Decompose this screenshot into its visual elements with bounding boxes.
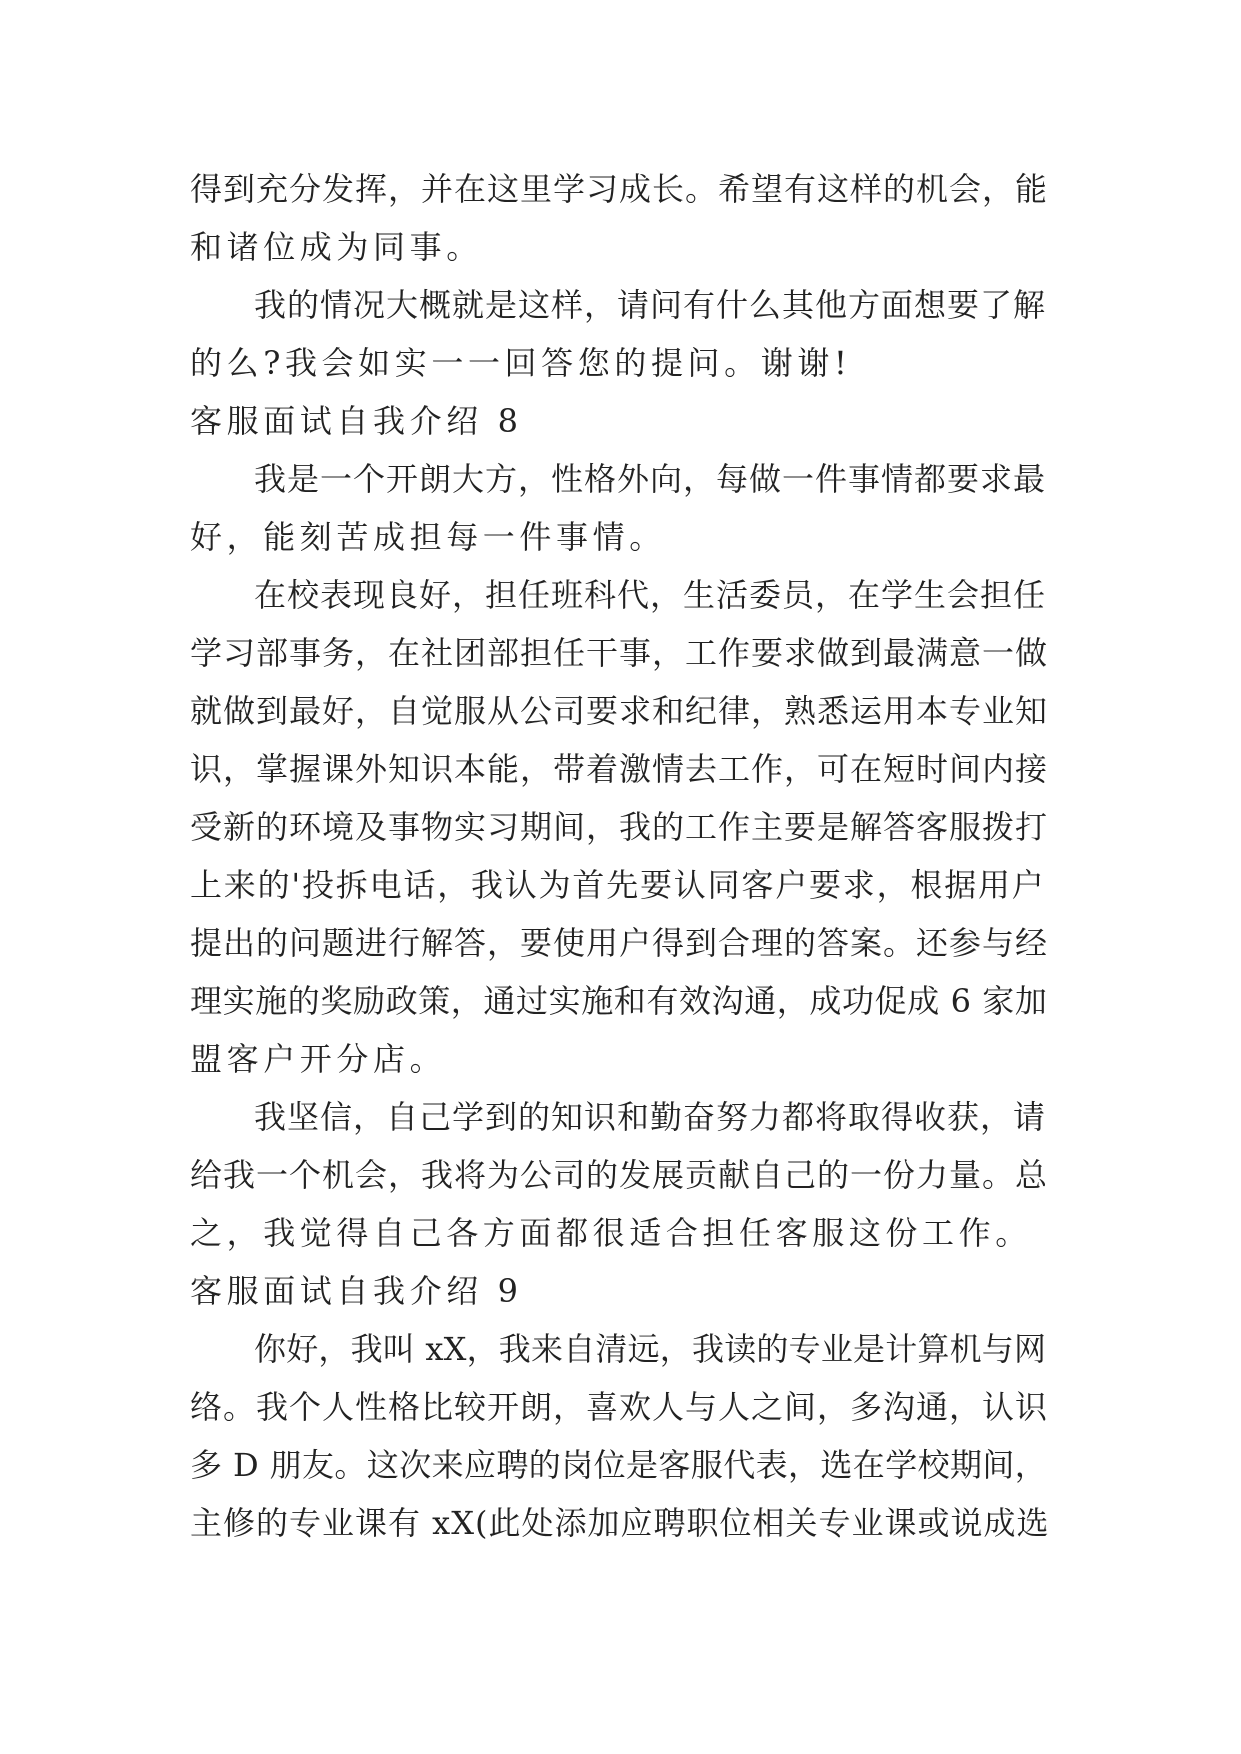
document-body bbox=[190, 160, 1050, 1552]
paragraph-line: 受新的环境及事物实习期间，我的工作主要是解答客服拨打 bbox=[190, 808, 1049, 846]
paragraph-line: 我是一个开朗大方，性格外向，每做一件事情都要求最 bbox=[254, 460, 1047, 498]
paragraph-line: 你好，我叫 xX，我来自清远，我读的专业是计算机与网 bbox=[254, 1330, 1047, 1368]
section-heading: 客服面试自我介绍 9 bbox=[190, 1272, 523, 1310]
paragraph-line: 盟客户开分店。 bbox=[190, 1040, 447, 1078]
paragraph-line: 主修的专业课有 xX(此处添加应聘职位相关专业课或说成选 bbox=[190, 1504, 1050, 1542]
paragraph-line: 识，掌握课外知识本能，带着激情去工作，可在短时间内接 bbox=[190, 750, 1049, 788]
paragraph-line: 提出的问题进行解答，要使用户得到合理的答案。还参与经 bbox=[190, 924, 1049, 962]
paragraph-line: 理实施的奖励政策，通过实施和有效沟通，成功促成 6 家加 bbox=[190, 982, 1048, 1020]
section-heading: 客服面试自我介绍 8 bbox=[190, 402, 523, 440]
paragraph-line: 和诸位成为同事。 bbox=[190, 228, 483, 266]
paragraph-line: 多 D 朋友。这次来应聘的岗位是客服代表，选在学校期间， bbox=[190, 1446, 1048, 1484]
paragraph-line: 我的情况大概就是这样，请问有什么其他方面想要了解 bbox=[254, 286, 1047, 324]
paragraph-line: 得到充分发挥，并在这里学习成长。希望有这样的机会，能 bbox=[190, 170, 1049, 208]
paragraph-line: 络。我个人性格比较开朗，喜欢人与人之间，多沟通，认识 bbox=[190, 1388, 1049, 1426]
paragraph-line: 之，我觉得自己各方面都很适合担任客服这份工作。 bbox=[190, 1214, 1032, 1252]
paragraph-line: 好，能刻苦成担每一件事情。 bbox=[190, 518, 666, 556]
paragraph-line: 的么?我会如实一一回答您的提问。谢谢! bbox=[190, 344, 852, 382]
paragraph-line: 给我一个机会，我将为公司的发展贡献自己的一份力量。总 bbox=[190, 1156, 1049, 1194]
paragraph-line: 我坚信，自己学到的知识和勤奋努力都将取得收获，请 bbox=[254, 1098, 1047, 1136]
paragraph-line: 上来的'投拆电话，我认为首先要认同客户要求，根据用户 bbox=[190, 866, 1046, 904]
paragraph-line: 学习部事务，在社团部担任干事，工作要求做到最满意一做 bbox=[190, 634, 1049, 672]
paragraph-line: 在校表现良好，担任班科代，生活委员，在学生会担任 bbox=[254, 576, 1047, 614]
paragraph-line: 就做到最好，自觉服从公司要求和纪律，熟悉运用本专业知 bbox=[190, 692, 1049, 730]
